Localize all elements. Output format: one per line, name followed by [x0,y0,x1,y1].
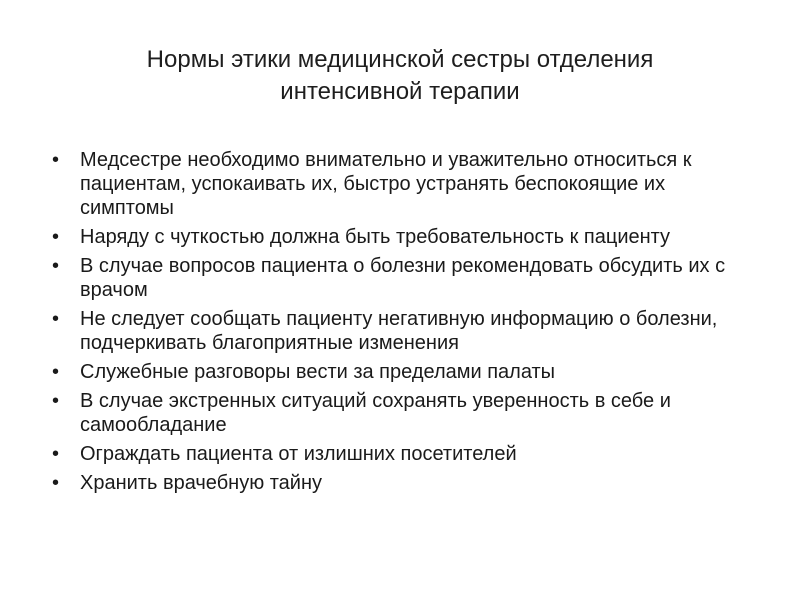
bullet-text: Ограждать пациента от излишних посетителей [80,443,517,465]
bullet-dot-icon: • [52,149,60,171]
bullet-text: Не следует сообщать пациенту негативную информацию о болезни, подчеркивать благоприятные изменения [80,308,718,354]
bullet-item [50,360,762,384]
bullet-item [50,389,762,437]
bullet-item [50,471,762,495]
bullet-item [50,148,762,220]
bullet-dot-icon: • [52,390,60,412]
bullet-dot-icon: • [52,226,60,248]
bullet-list [50,148,762,500]
bullet-item [50,225,762,249]
bullet-dot-icon: • [52,472,60,494]
bullet-text: Служебные разговоры вести за пределами палаты [80,361,556,383]
bullet-item [50,254,762,302]
bullet-text: Хранить врачебную тайну [80,472,323,494]
bullet-dot-icon: • [52,308,60,330]
bullet-dot-icon: • [52,443,60,465]
bullet-item [50,307,762,355]
bullet-dot-icon: • [52,255,60,277]
bullet-text: Медсестре необходимо внимательно и уважительно относиться к пациентам, успокаивать их, быстро устранять беспокоящие их симптомы [80,149,692,219]
bullet-text: В случае экстренных ситуаций сохранять уверенность в себе и самообладание [80,390,671,436]
bullet-text: Наряду с чуткостью должна быть требовательность к пациенту [80,226,671,248]
slide-title: Нормы этики медицинской сестры отделения интенсивной терапии [146,46,654,105]
bullet-text: В случае вопросов пациента о болезни рекомендовать обсудить их с врачом [80,255,726,301]
bullet-dot-icon: • [52,361,60,383]
bullet-item [50,442,762,466]
